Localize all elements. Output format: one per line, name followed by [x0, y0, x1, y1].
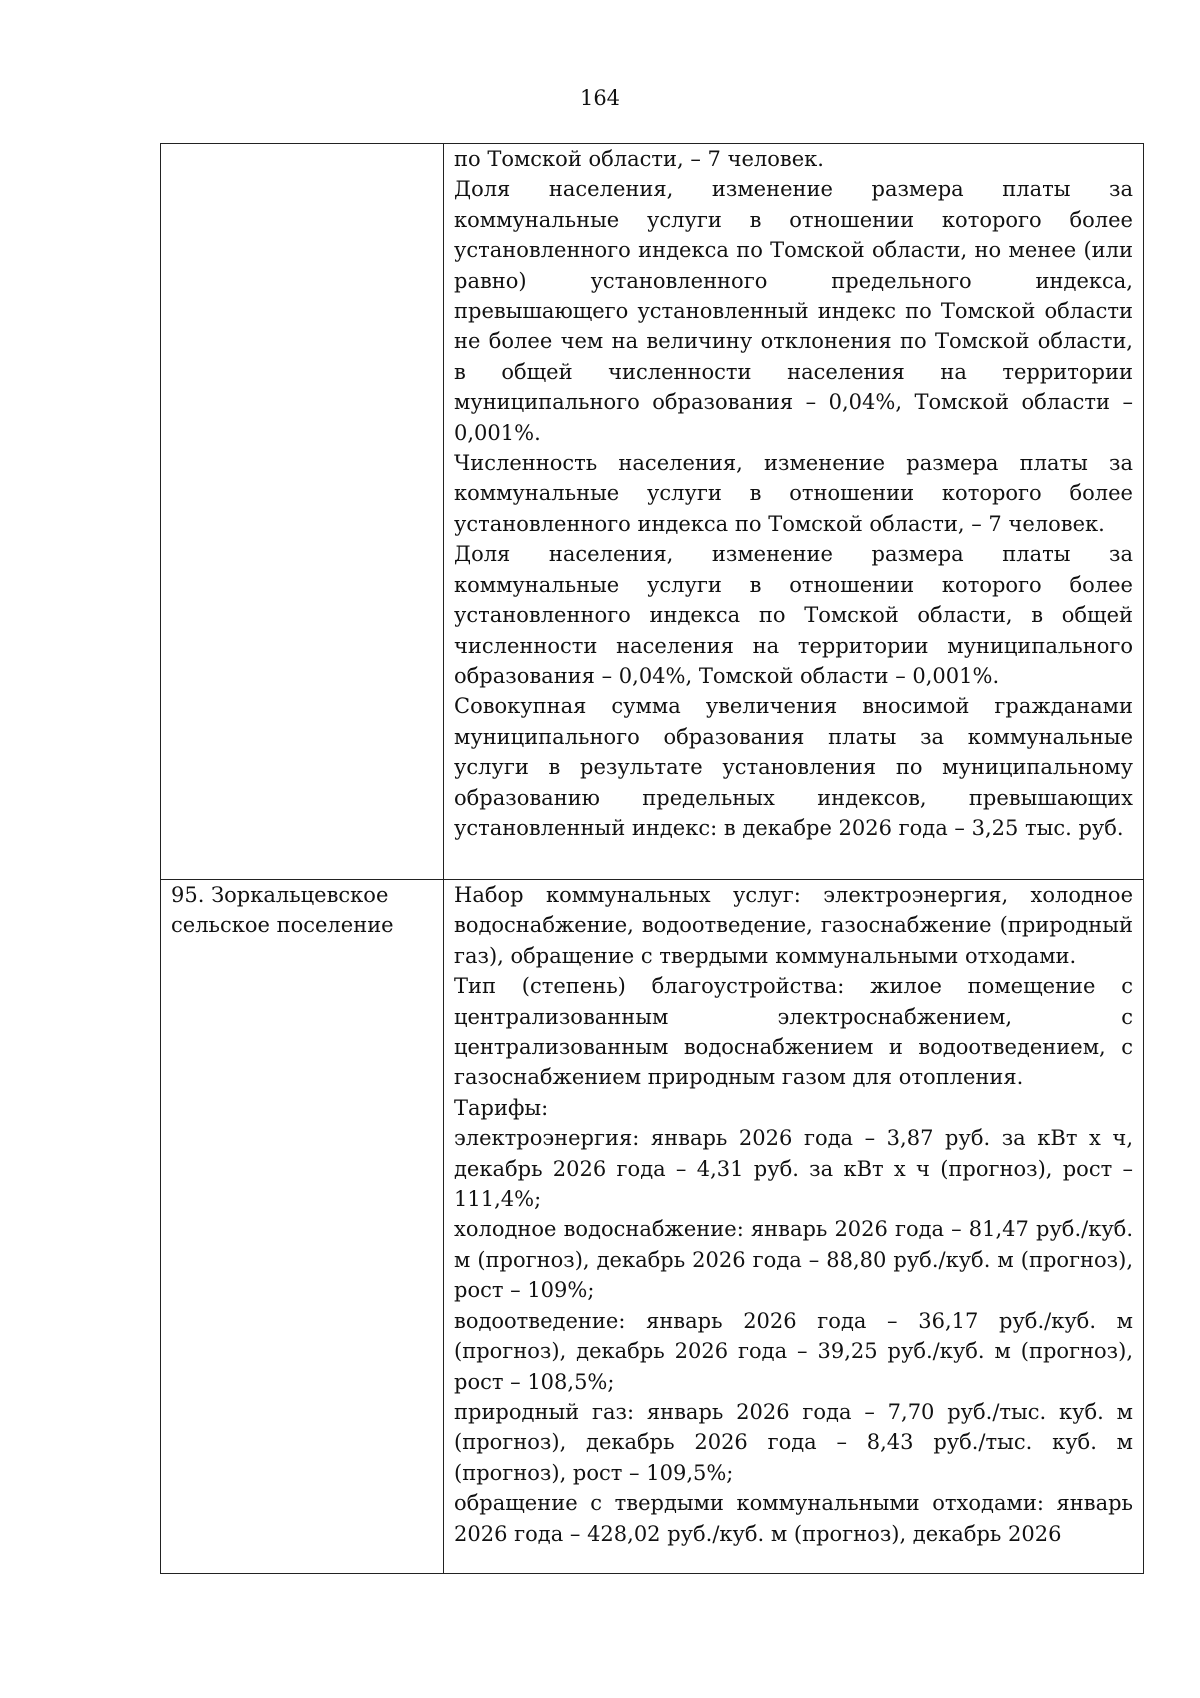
paragraph: природный газ: январь 2026 года – 7,70 руб./тыс. куб. м (прогноз), декабрь 2026 года – 8,43 руб./тыс. куб. м (прогноз), рост – 109,5%; [454, 1399, 1133, 1485]
page-number: 164 [579, 86, 621, 110]
table-cell-left [161, 144, 444, 880]
paragraph: по Томской области, – 7 человек. [454, 147, 824, 171]
paragraph: холодное водоснабжение: январь 2026 года – 81,47 руб./куб. м (прогноз), декабрь 2026 года – 88,80 руб./куб. м (прогноз), рост – 109%; [454, 1217, 1133, 1303]
paragraph: Тип (степень) благоустройства: жилое помещение с централизованным электроснабжением, с централизованным водоснабжением и водоотведением, с газоснабжением природным газом для отопления. [454, 974, 1133, 1090]
paragraph: Доля населения, изменение размера платы за коммунальные услуги в отношении которого более установленного индекса по Томской области, в общей численности населения на территории муниципального образования – 0,04%, Томской области – 0,001%. [454, 542, 1133, 688]
paragraph: Тарифы: [454, 1095, 549, 1120]
settlement-type: сельское поселение [171, 913, 394, 938]
paragraph: обращение с твердыми коммунальными отходами: январь 2026 года – 428,02 руб./куб. м (прогноз), декабрь 2026 [454, 1491, 1133, 1546]
paragraph: Набор коммунальных услуг: электроэнергия, холодное водоснабжение, водоотведение, газоснабжение (природный газ), обращение с твердыми коммунальными отходами. [454, 883, 1133, 968]
settlement-name: 95. Зоркальцевское [171, 883, 389, 907]
table-cell-left [161, 880, 444, 1574]
table-cell-right [444, 880, 1144, 1574]
table-row [161, 144, 1144, 880]
paragraph: Совокупная сумма увеличения вносимой гражданами муниципального образования платы за коммунальные услуги в результате установления по муниципальному образованию предельных индексов, превышающих установленный индекс: в декабре 2026 года – 3,25 тыс. руб. [454, 694, 1133, 840]
paragraph: электроэнергия: январь 2026 года – 3,87 руб. за кВт х ч, декабрь 2026 года – 4,31 руб. за кВт х ч (прогноз), рост – 111,4%; [454, 1126, 1133, 1212]
paragraph: водоотведение: январь 2026 года – 36,17 руб./куб. м (прогноз), декабрь 2026 года – 39,25 руб./куб. м (прогноз), рост – 108,5%; [454, 1308, 1133, 1394]
paragraph: Численность населения, изменение размера платы за коммунальные услуги в отношении которого более установленного индекса по Томской области, – 7 человек. [454, 451, 1133, 536]
paragraph: Доля населения, изменение размера платы за коммунальные услуги в отношении которого более установленного индекса по Томской области, но менее (или равно) установленного предельного индекса, превышающего установленный индекс по Томской области не более чем на величину отклонения по Томской области, в общей численности населения на территории муниципального образования – 0,04%, Томской области – 0,001%. [454, 177, 1133, 445]
table-cell-right [444, 144, 1144, 880]
table-row [161, 880, 1144, 1574]
content-table [160, 143, 1144, 1574]
